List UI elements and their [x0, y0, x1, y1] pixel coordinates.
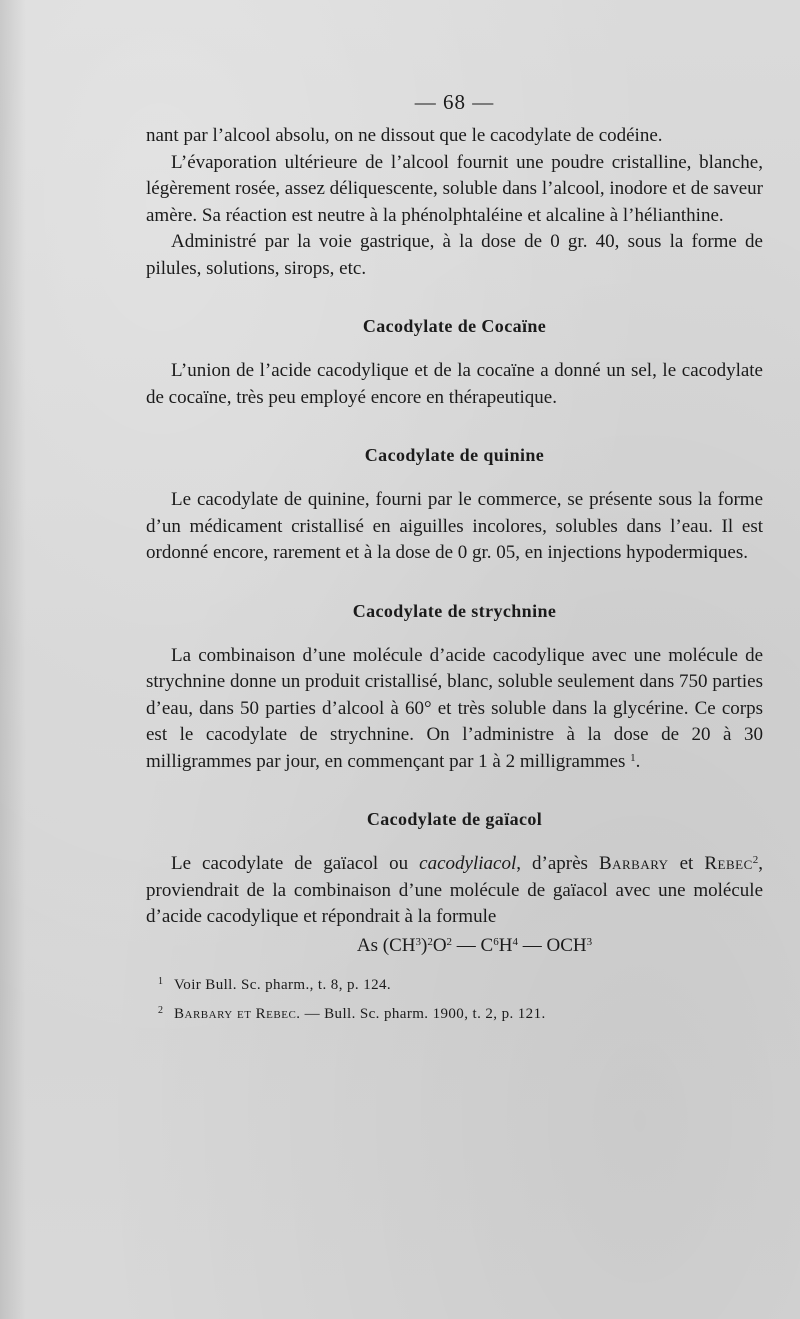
formula-part: H [498, 934, 513, 956]
formula-part: — C [452, 934, 494, 956]
gaiacol-text-3: et [668, 853, 705, 874]
author-rebec: Rebec [704, 853, 753, 874]
formula-superscript: 2 [427, 935, 433, 948]
cacodyliacol-term: cacodyliacol [419, 853, 517, 874]
paragraph-cocaine: L’union de l’acide cacodylique et de la cocaïne a donné un sel, le cacodylate de cocaïne, très peu employé encore en thérapeutique. [146, 360, 763, 408]
formula-part: O [432, 934, 447, 956]
footnote-text: Voir Bull. Sc. pharm., t. 8, p. 124. [174, 976, 392, 993]
footnote-text: . — Bull. Sc. pharm. 1900, t. 2, p. 121. [296, 1005, 546, 1022]
chemical-formula [186, 933, 763, 959]
footnote-2 [158, 998, 763, 1027]
footnote-ref-1: 1 [630, 751, 636, 764]
strychnine-text: La combinaison d’une molécule d’acide cacodylique avec une molécule de strychnine donne un produit cristallisé, blanc, soluble seulement dans 750 parties d’eau, dans 50 parties d’alcool à 60° et très soluble dans la glycérine. Ce corps est le cacodylate de strychnine. On l’administre à la dose de 20 à 30 milligrammes par jour, en commençant par 1 à 2 milligrammes [146, 644, 763, 772]
footnote-ref-2: 2 [752, 854, 759, 866]
heading-gaiacol: Cacodylate de gaïacol [366, 809, 543, 829]
formula-superscript: 2 [446, 935, 453, 948]
gaiacol-text-1: Le cacodylate de gaïacol ou [171, 853, 420, 874]
formula-part: As (CH [356, 934, 416, 956]
page-content [146, 90, 763, 1027]
paragraph-quinine: Le cacodylate de quinine, fourni par le commerce, se présente sous la forme d’un médicament cristallisé en aiguilles incolores, solubles dans l’eau. Il est ordonné encore, rarement et à la dose de 0 gr. 05, en injections hypodermiques. [146, 489, 763, 563]
paragraph-gaiacol [146, 851, 763, 931]
formula-part: — OCH [517, 934, 587, 956]
footnote-authors: Barbary et Rebec [174, 1005, 297, 1022]
heading-strychnine: Cacodylate de strychnine [352, 600, 557, 621]
formula-superscript: 4 [512, 935, 518, 948]
gaiacol-text-4: , proviendrait de la combinaison d’une molécule de gaïacol avec une molécule d’acide cacodylique et répondrait à la formule [146, 853, 763, 927]
formula-superscript: 3 [586, 935, 593, 948]
footnote-1 [158, 969, 763, 998]
footnotes [146, 969, 763, 1027]
footnote-mark: 1 [158, 975, 164, 987]
formula-superscript: 3 [415, 935, 421, 948]
author-barbary: Barbary [598, 853, 669, 874]
strychnine-end: . [635, 750, 641, 772]
formula-part: ) [420, 934, 428, 956]
paragraph-continuation: nant par l’alcool absolu, on ne dissout que le cacodylate de codéine. [146, 125, 663, 146]
page-number: — 68 — [414, 90, 495, 114]
gaiacol-text-2: , d’après [516, 853, 599, 874]
heading-quinine: Cacodylate de quinine [364, 445, 545, 465]
formula-superscript: 6 [493, 935, 499, 948]
paragraph-evaporation: L’évaporation ultérieure de l’alcool fournit une poudre cristalline, blanche, légèrement rosée, assez déliquescente, soluble dans l’alcool, inodore et de saveur amère. Sa réaction est neutre à la phénolphtaléine et alcaline à l’hélianthine. [146, 151, 763, 226]
footnote-mark: 2 [158, 1004, 164, 1016]
paragraph-administration: Administré par la voie gastrique, à la dose de 0 gr. 40, sous la forme de pilules, solutions, sirops, etc. [146, 231, 763, 279]
heading-cocaine: Cacodylate de Cocaïne [362, 316, 547, 336]
paragraph-strychnine [146, 643, 763, 776]
